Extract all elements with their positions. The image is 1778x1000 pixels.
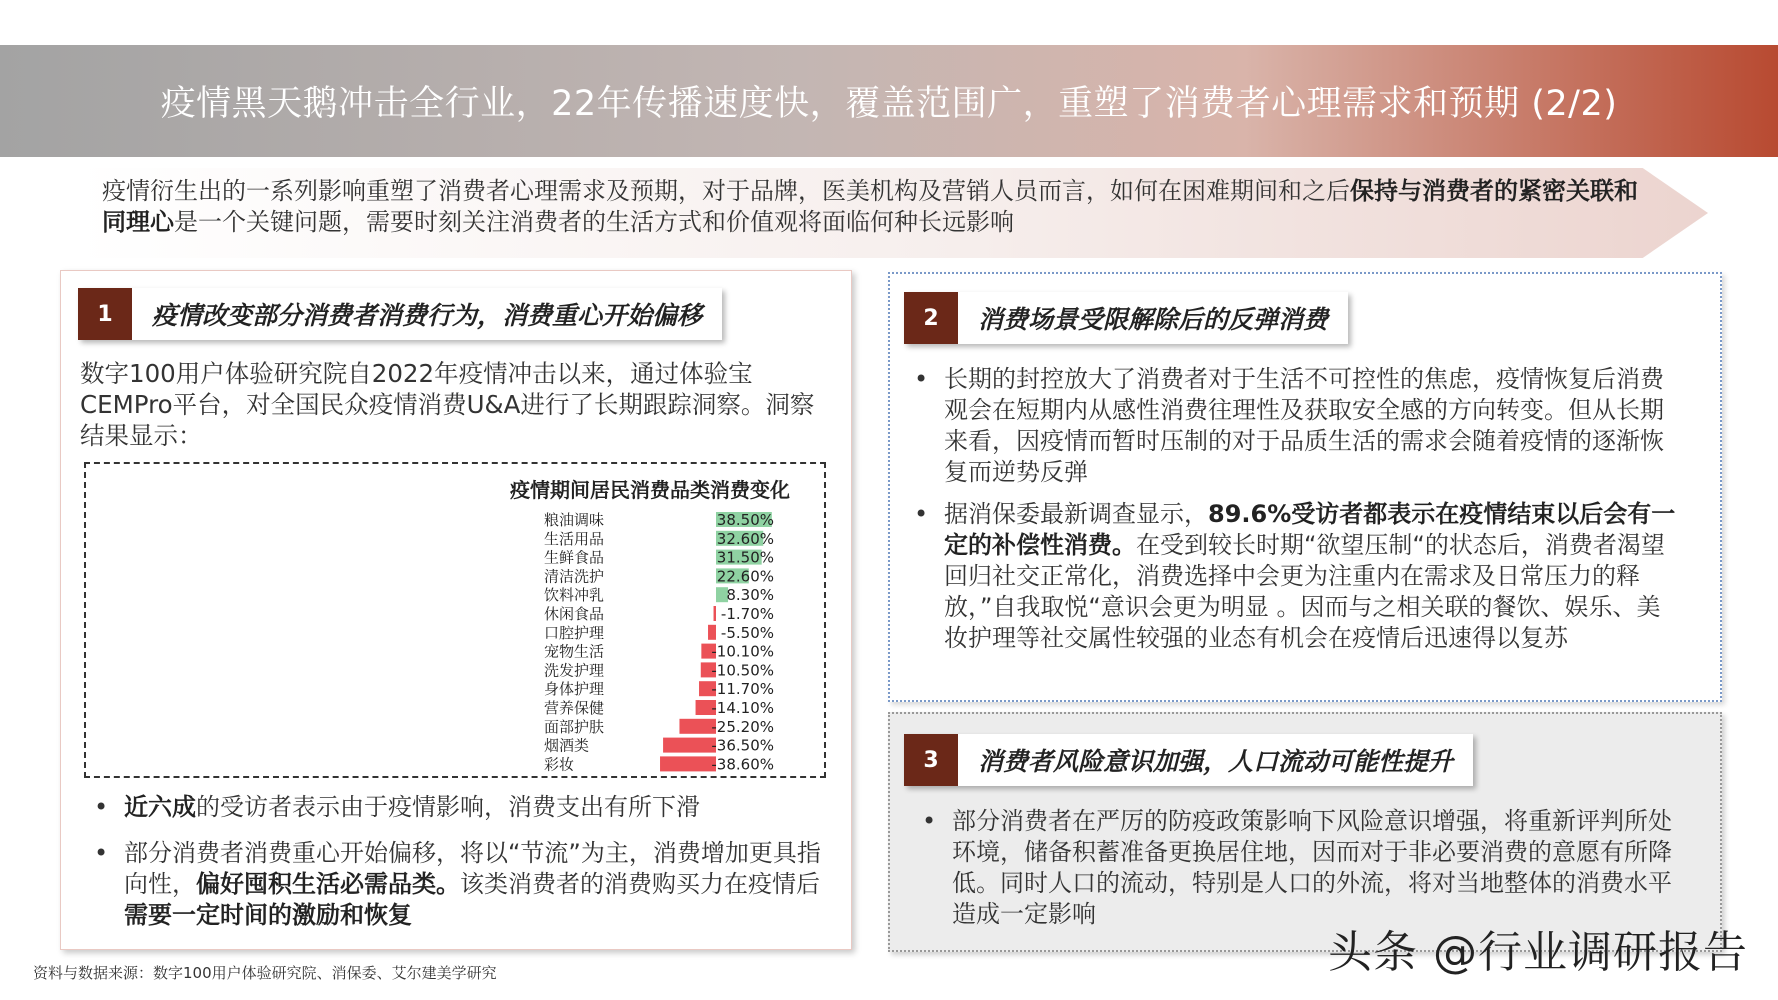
bullet-bold: 需要一定时间的激励和恢复	[124, 901, 412, 929]
section2-title: 消费场景受限解除后的反弹消费	[978, 305, 1329, 334]
chart-value-label: 8.30%	[726, 586, 774, 605]
chart-svg	[86, 464, 824, 776]
section3-bullets	[914, 806, 1684, 930]
chart-value-label: -25.20%	[711, 717, 774, 736]
chart-value-label: -14.10%	[711, 699, 774, 717]
section1-bullet-2	[86, 838, 826, 931]
chart-category-label: 生鲜食品	[544, 548, 605, 567]
bullet-text: 长期的封控放大了消费者对于生活不可控性的焦虑，疫情恢复后消费观会在短期内从感性消费往理性及获取安全感的方向转变。但从长期来看，因疫情而暂时压制的对于品质生活的需求会随着疫情的逐渐恢复而逆势反弹	[944, 365, 1664, 486]
bullet-dot: •	[94, 839, 109, 867]
chart-value-label: -10.50%	[711, 661, 774, 680]
intro-text-part1: 疫情衍生出的一系列影响重塑了消费者心理需求及预期，对于品牌，医美机构及营销人员而言，如何在困难期间和之后	[102, 177, 1350, 205]
chart-value-label: -36.50%	[711, 736, 774, 755]
section2-bullet-2	[906, 499, 1684, 654]
bullet-dot: •	[922, 807, 937, 835]
chart-category-label: 彩妆	[544, 755, 575, 774]
bullet-dot: •	[914, 500, 929, 528]
section2-bullet-1	[906, 364, 1684, 488]
section2-bullets	[906, 364, 1684, 654]
bullet-text: 据消保委最新调查显示，	[944, 500, 1208, 528]
chart-category-label: 烟酒类	[544, 736, 590, 755]
chart-category-label: 洗发护理	[544, 661, 605, 680]
bullet-dot: •	[94, 793, 109, 821]
chart-category-label: 粮油调味	[544, 511, 605, 529]
section2-header	[904, 292, 1348, 344]
watermark: 头条 @行业调研报告	[1328, 927, 1748, 978]
bullet-text: 该类消费者的消费购买力在疫情后	[460, 870, 820, 898]
intro-text-part2: 是一个关键问题，需要时刻关注消费者的生活方式和价值观将面临何种长远影响	[174, 208, 1014, 236]
bullet-bold: 89.6%受访者都表示在疫情结束以后会有一定的补偿性消费。	[944, 500, 1676, 559]
section2-number: 2	[904, 292, 958, 344]
chart-bar	[660, 756, 716, 771]
page-title: 疫情黑天鹅冲击全行业，22年传播速度快，覆盖范围广，重塑了消费者心理需求和预期 (2/2)	[160, 84, 1618, 124]
section1-number: 1	[78, 288, 132, 340]
bullet-text: 部分消费者消费重心开始偏移，将以“节流”为主，消费增加更具指向性，	[124, 839, 821, 898]
bullet-text: 在受到较长时期“欲望压制“的状态后，消费者渴望回归社交正常化，消费选择中会更为注重内在需求及日常压力的释放，”自我取悦“意识会更为明显 。因而与之相关联的餐饮、娱乐、美妆护理等社交属性较强的业态有机会在疫情后迅速得以复苏	[944, 531, 1665, 652]
chart-value-label: -38.60%	[711, 755, 774, 774]
section3-title: 消费者风险意识加强，人口流动可能性提升	[978, 747, 1454, 776]
section3-header	[904, 734, 1473, 786]
bullet-bold: 近六成	[124, 793, 196, 821]
category-chart	[84, 462, 826, 778]
section3-number: 3	[904, 734, 958, 786]
chart-value-label: 31.50%	[716, 548, 774, 567]
chart-category-label: 清洁洗护	[544, 567, 605, 586]
section3-bullet-1	[914, 806, 1684, 930]
source-note: 资料与数据来源：数字100用户体验研究院、消保委、艾尔建美学研究	[33, 964, 497, 982]
section1-bullet-1	[86, 792, 826, 823]
chart-value-label: -11.70%	[711, 680, 774, 699]
intro-text	[102, 176, 1642, 238]
chart-category-label: 面部护肤	[544, 717, 605, 736]
intro-bold: 保持与消费者的紧密关联和同理心	[102, 177, 1638, 236]
chart-category-label: 宠物生活	[544, 642, 605, 661]
chart-value-label: 22.60%	[716, 567, 774, 586]
bullet-bold: 偏好囤积生活必需品类。	[196, 870, 460, 898]
chart-title: 疫情期间居民消费品类消费变化	[510, 478, 790, 502]
chart-category-label: 口腔护理	[544, 623, 605, 642]
chart-value-label: -10.10%	[711, 642, 774, 661]
chart-value-label: 38.50%	[716, 511, 774, 529]
section1-bullets	[86, 792, 826, 931]
chart-value-label: 32.60%	[716, 529, 774, 548]
chart-category-label: 营养保健	[544, 699, 605, 717]
chart-category-label: 生活用品	[544, 529, 605, 548]
title-band	[0, 45, 1778, 157]
chart-bar	[708, 625, 716, 640]
bullet-text: 的受访者表示由于疫情影响，消费支出有所下滑	[196, 793, 700, 821]
chart-category-label: 休闲食品	[544, 605, 605, 623]
chart-value-label: -5.50%	[720, 623, 774, 642]
section1-description: 数字100用户体验研究院自2022年疫情冲击以来，通过体验宝CEMPro平台，对全国民众疫情消费U&A进行了长期跟踪洞察。洞察结果显示：	[80, 359, 815, 450]
bullet-dot: •	[914, 365, 929, 393]
chart-category-label: 饮料冲乳	[544, 586, 605, 605]
chart-bar	[714, 606, 716, 621]
bullet-text: 部分消费者在严厉的防疫政策影响下风险意识增强，将重新评判所处环境，储备积蓄准备更换居住地，因而对于非必要消费的意愿有所降低。同时人口的流动，特别是人口的外流，将对当地整体的消费水平造成一定影响	[952, 807, 1672, 928]
section1-title: 疫情改变部分消费者消费行为，消费重心开始偏移	[152, 301, 703, 330]
chart-value-label: -1.70%	[720, 605, 774, 623]
chart-category-label: 身体护理	[544, 680, 605, 699]
section1-header	[78, 288, 722, 340]
chart-bar	[663, 738, 716, 753]
